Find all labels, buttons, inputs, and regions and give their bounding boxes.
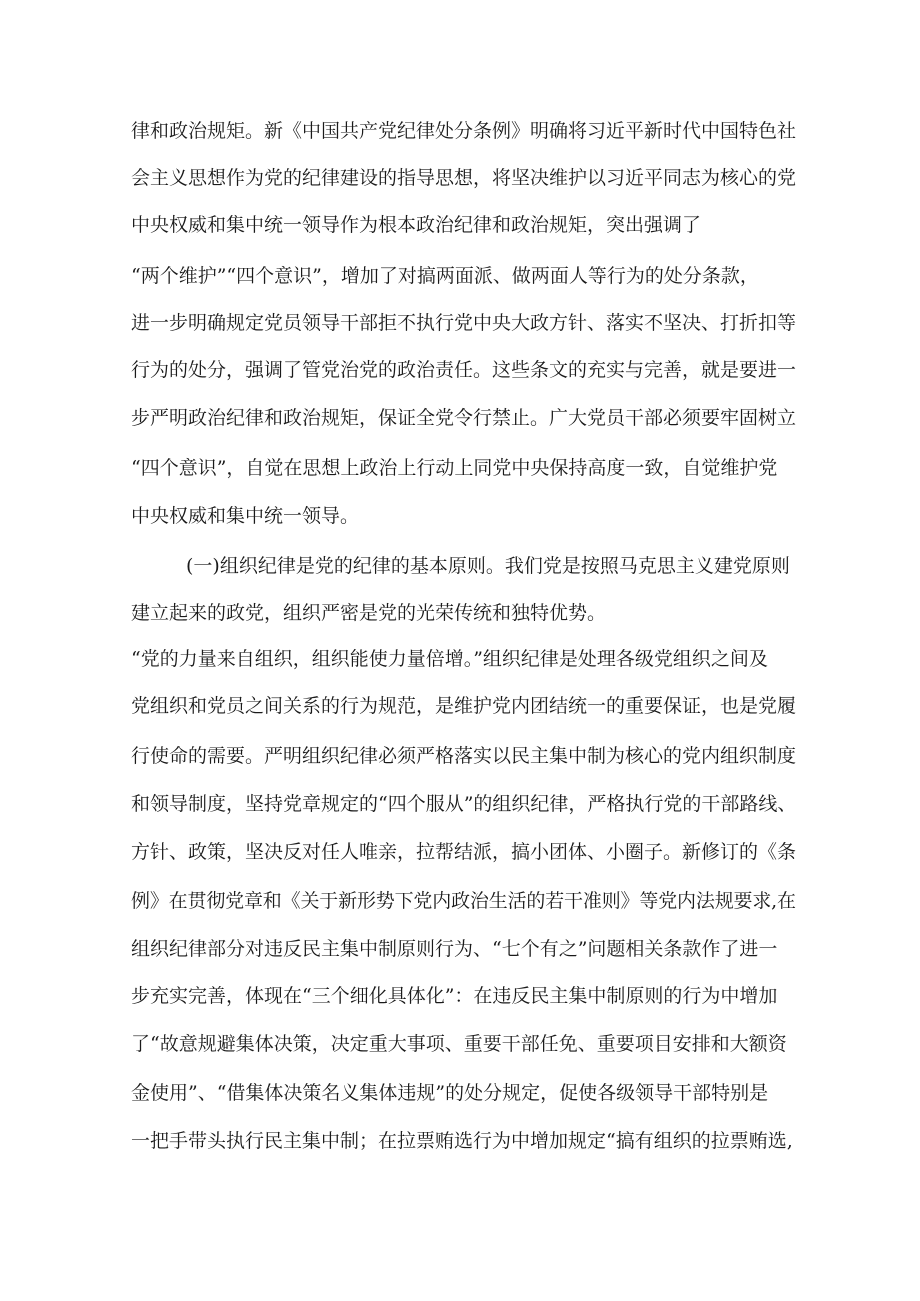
text-line-5: 进一步明确规定党员领导干部拒不执行党中央大政方针、落实不坚决、打折扣等 bbox=[131, 312, 796, 334]
text-line-19: 步充实完善，体现在“三个细化具体化”：在违反民主集中制原则的行为中增加 bbox=[131, 985, 778, 1007]
text-line-7: 步严明政治纪律和政治规矩，保证全党令行禁止。广大党员干部必须要牢固树立 bbox=[131, 407, 796, 429]
text-line-6: 行为的处分，强调了管党治党的政治责任。这些条文的充实与完善，就是要进一 bbox=[131, 359, 796, 381]
text-line-18: 组织纪律部分对违反民主集中制原则行为、“七个有之”问题相关条款作了进一 bbox=[131, 938, 778, 960]
text-line-20: 了“故意规避集体决策，决定重大事项、重要干部任免、重要项目安排和大额资 bbox=[131, 1033, 787, 1055]
text-line-16: 方针、政策，坚决反对任人唯亲，拉帮结派，搞小团体、小圈子。新修订的《条 bbox=[131, 841, 796, 863]
text-line-17: 例》在贯彻党章和《关于新形势下党内政治生活的若干准则》等党内法规要求,在 bbox=[131, 890, 796, 912]
text-line-22: 一把手带头执行民主集中制；在拉票贿选行为中增加规定“搞有组织的拉票贿选, bbox=[131, 1130, 793, 1152]
text-line-9: 中央权威和集中统一领导。 bbox=[131, 505, 360, 527]
text-line-3: 中央权威和集中统一领导作为根本政治纪律和政治规矩，突出强调了 bbox=[131, 214, 702, 236]
text-line-10: (一)组织纪律是党的纪律的基本原则。我们党是按照马克思主义建党原则 bbox=[186, 555, 790, 577]
text-line-21: 金使用”、“借集体决策名义集体违规”的处分规定，促使各级领导干部特别是 bbox=[131, 1082, 769, 1104]
text-line-4: “两个维护”“四个意识”，增加了对搞两面派、做两面人等行为的处分条款， bbox=[131, 265, 759, 287]
text-line-1: 律和政治规矩。新《中国共产党纪律处分条例》明确将习近平新时代中国特色社 bbox=[131, 120, 796, 142]
text-line-11: 建立起来的政党，组织严密是党的光荣传统和独特优势。 bbox=[131, 602, 607, 624]
text-line-2: 会主义思想作为党的纪律建设的指导思想，将坚决维护以习近平同志为核心的党 bbox=[131, 167, 796, 189]
text-line-15: 和领导制度，坚持党章规定的“四个服从”的组织纪律，严格执行党的干部路线、 bbox=[131, 793, 796, 815]
text-line-8: “四个意识”，自觉在思想上政治上行动上同党中央保持高度一致，自觉维护党 bbox=[131, 457, 778, 479]
text-line-14: 行使命的需要。严明组织纪律必须严格落实以民主集中制为核心的党内组织制度 bbox=[131, 745, 796, 767]
text-line-12: “党的力量来自组织，组织能使力量倍增。”组织纪律是处理各级党组织之间及 bbox=[131, 648, 768, 670]
text-line-13: 党组织和党员之间关系的行为规范，是维护党内团结统一的重要保证，也是党履 bbox=[131, 695, 796, 717]
